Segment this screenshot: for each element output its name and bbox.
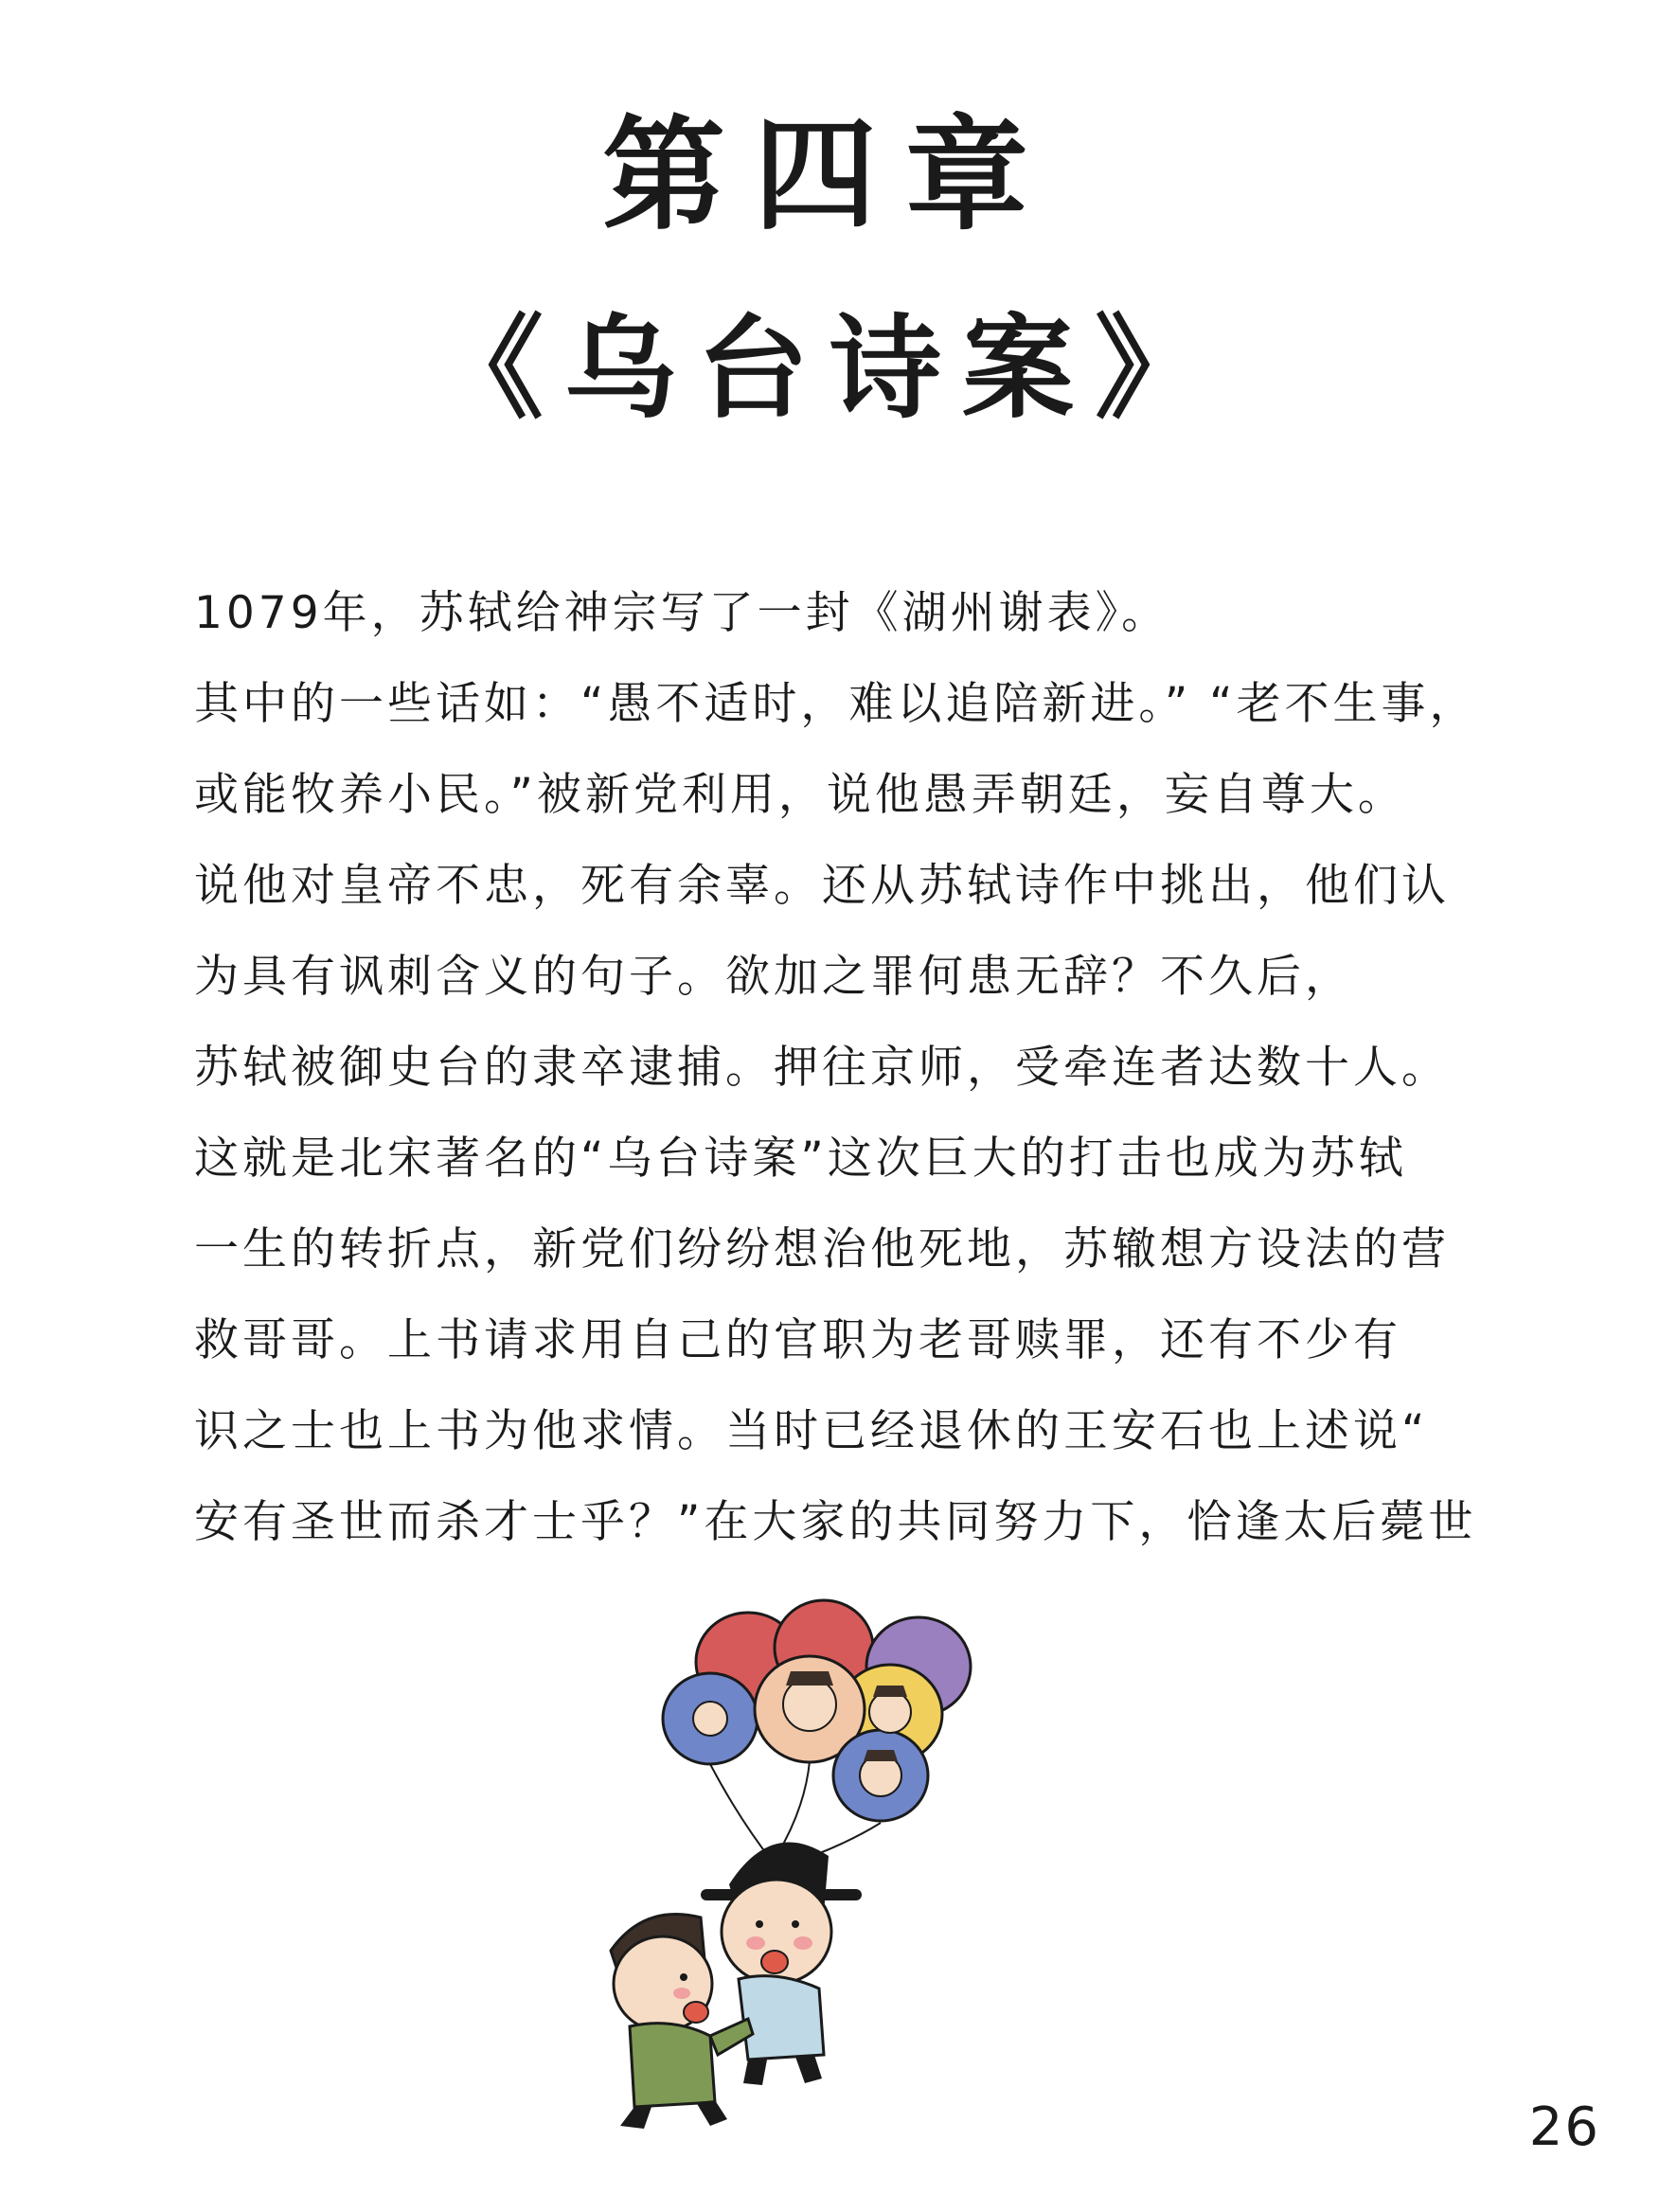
body-text [194,568,1520,1568]
balloon-cluster [663,1600,971,1865]
text-line: 苏轼被御史台的隶卒逮捕。押往京师，受牵连者达数十人。 [194,1042,1450,1094]
cartoon-illustration [606,1591,1193,2131]
text-line: 识之士也上书为他求情。当时已经退休的王安石也上述说“ [194,1405,1429,1457]
text-line: 救哥哥。上书请求用自己的官职为老哥赎罪，还有不少有 [194,1314,1401,1366]
text-line: 一生的转折点，新党们纷纷想治他死地，苏辙想方设法的营 [194,1223,1450,1275]
text-line: 1079年，苏轼给神宗写了一封《湖州谢表》。 [194,587,1170,639]
text-line: 这就是北宋著名的“乌台诗案”这次巨大的打击也成为苏轼 [194,1133,1407,1185]
text-line: 其中的一些话如：“愚不适时，难以追陪新进。” “老不生事， [194,678,1478,730]
text-line: 为具有讽刺含义的句子。欲加之罪何患无辞？不久后， [194,951,1353,1003]
chapter-heading: 第四章 [601,103,1057,247]
page-number: 26 [1528,2096,1600,2158]
chapter-title: 《乌台诗案》 [431,303,1227,434]
text-line: 或能牧养小民。”被新党利用，说他愚弄朝廷，妄自尊大。 [194,769,1406,821]
text-line: 说他对皇帝不忠，死有余辜。还从苏轼诗作中挑出，他们认 [194,860,1450,912]
text-line: 安有圣世而杀才士乎？”在大家的共同努力下，恰逢太后薨世 [194,1496,1477,1548]
